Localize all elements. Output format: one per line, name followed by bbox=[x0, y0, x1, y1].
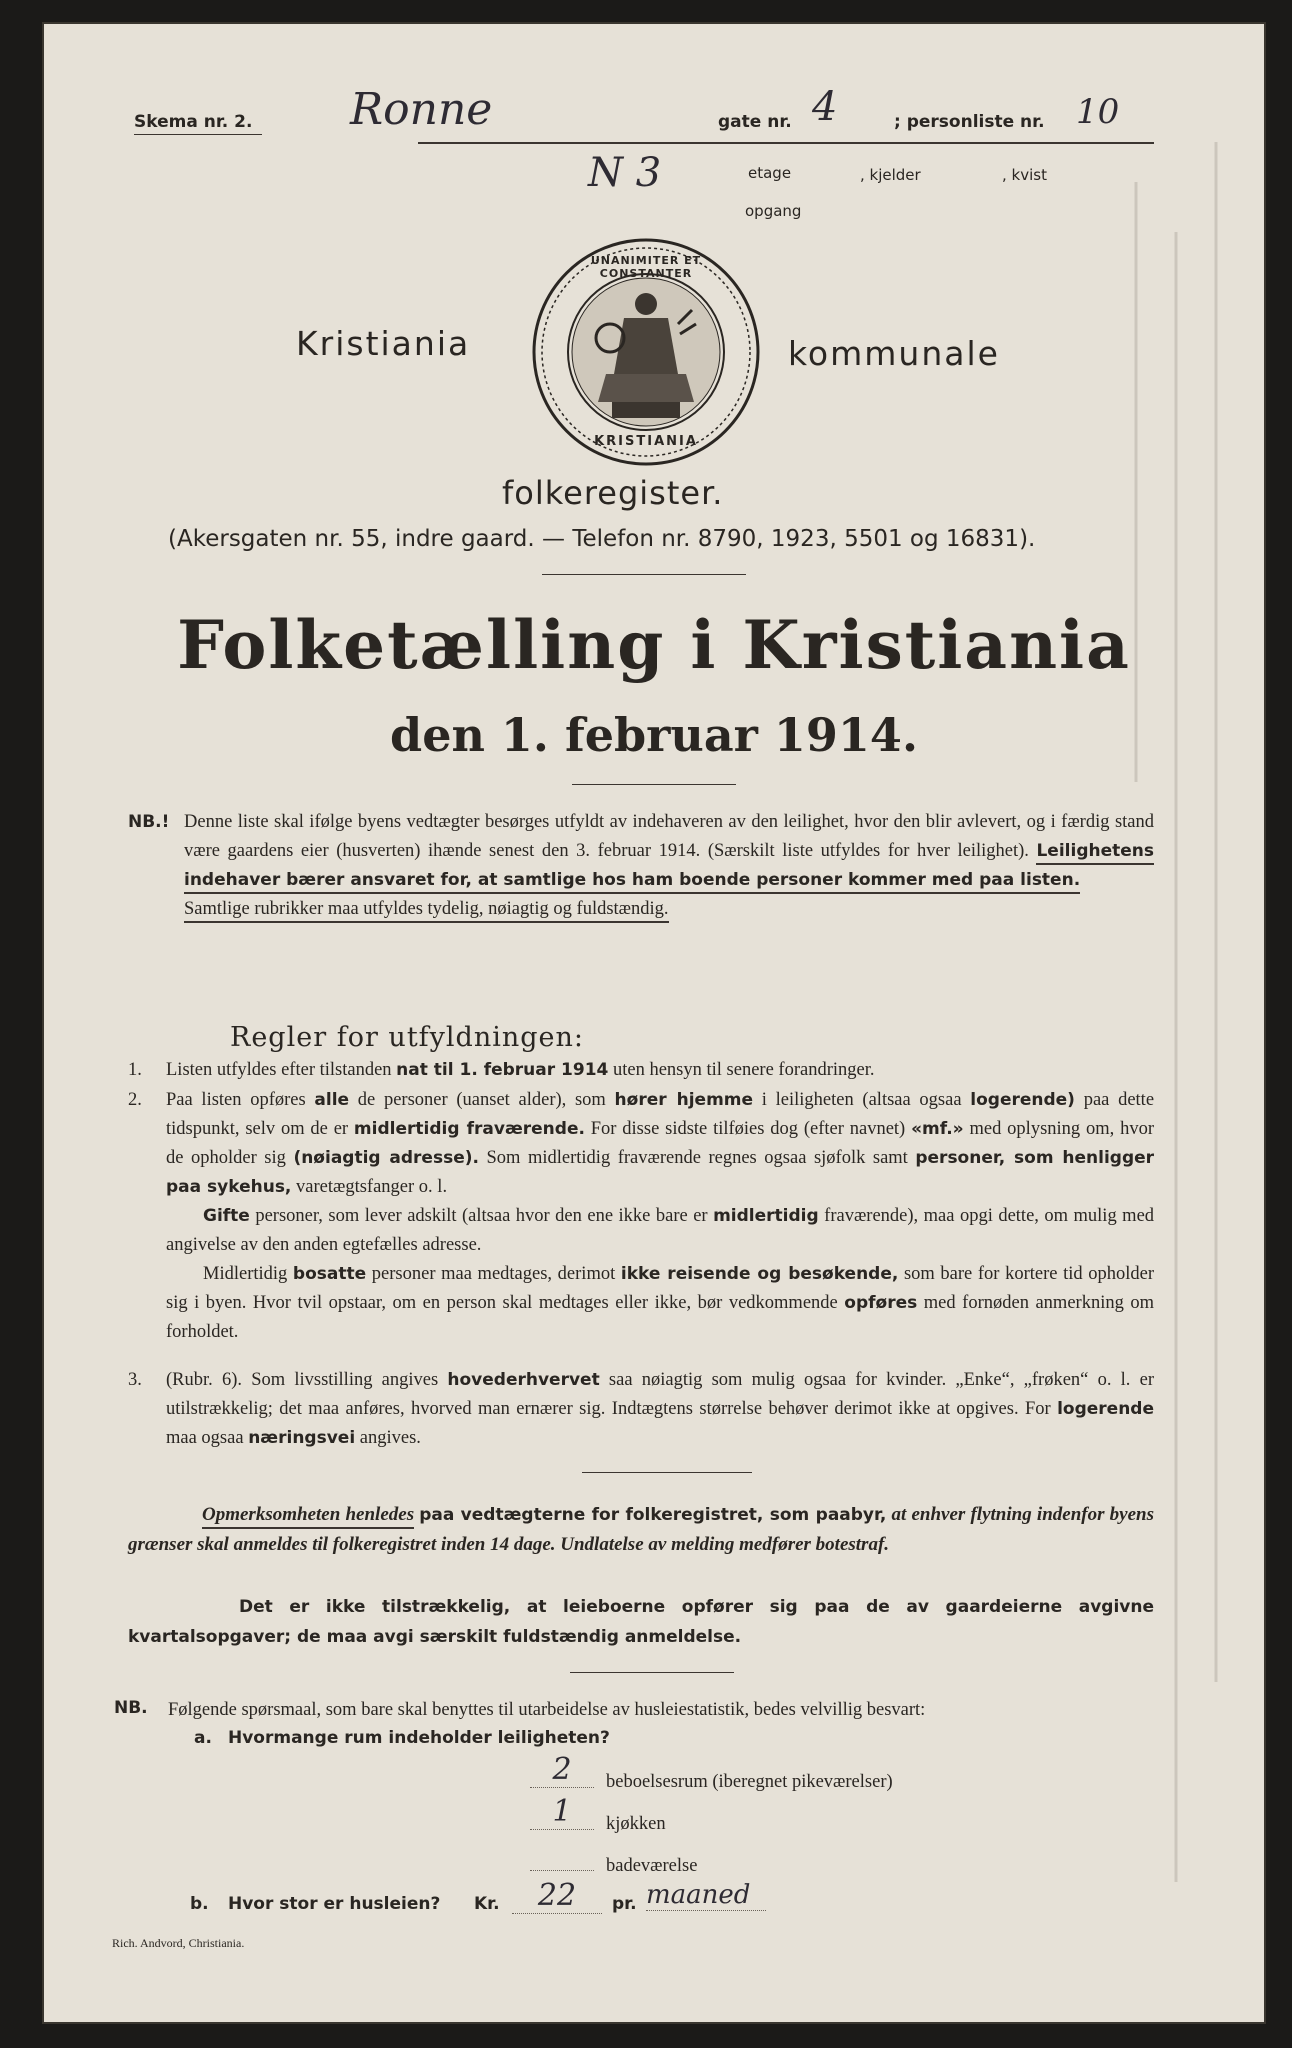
r2-l: (nøiagtig adresse). bbox=[293, 1148, 479, 1168]
r2-z: med fornøden anmerkning om forholdet. bbox=[166, 1293, 1155, 1342]
r2-b: alle bbox=[314, 1090, 350, 1110]
kitchen-label: kjøkken bbox=[606, 1814, 666, 1834]
r2-e: i leiligheten (altsaa ogsaa bbox=[761, 1090, 962, 1110]
r2-c: de personer (uanset alder), som bbox=[357, 1090, 606, 1110]
etage-label: etage bbox=[748, 164, 792, 182]
r3-g: angives. bbox=[359, 1428, 421, 1448]
notice-paragraph-2 bbox=[128, 1592, 1154, 1652]
divider-3 bbox=[582, 1472, 752, 1473]
opgang-label: opgang bbox=[745, 202, 802, 220]
r3-e: maa ogsaa bbox=[166, 1428, 244, 1448]
divider-1 bbox=[542, 574, 746, 575]
rule-3-number: 3. bbox=[128, 1370, 142, 1390]
bath-label: badeværelse bbox=[606, 1856, 698, 1876]
r2-n: personer, som henligger paa sykehus, bbox=[166, 1148, 1155, 1197]
r2-o: varetægtsfanger o. l. bbox=[296, 1177, 448, 1197]
r3-f: næringsvei bbox=[248, 1428, 356, 1448]
question-b-label: b. bbox=[190, 1894, 209, 1914]
question-b: Hvor stor er husleien? bbox=[228, 1894, 441, 1914]
masthead-right-word: kommunale bbox=[788, 334, 1000, 373]
rent-period-value[interactable]: maaned bbox=[646, 1880, 766, 1911]
rule-2 bbox=[166, 1086, 1154, 1347]
printer-credit: Rich. Andvord, Christiania. bbox=[112, 1936, 245, 1950]
rule-1-text-a: Listen utfyldes efter tilstanden bbox=[166, 1060, 392, 1080]
census-form-page bbox=[42, 22, 1266, 2024]
kr-label: Kr. bbox=[474, 1894, 500, 1914]
r2-h: midlertidig fraværende. bbox=[353, 1119, 585, 1139]
nb-underlined-1: Leilighetens indehaver bærer ansvaret for, at samtlige hos ham boende personer kommer med paa listen. bbox=[184, 841, 1154, 894]
rent-value[interactable]: 22 bbox=[512, 1878, 602, 1914]
personliste-label: ; personliste nr. bbox=[894, 112, 1045, 132]
r2-y: opføres bbox=[844, 1293, 918, 1313]
date-title: den 1. februar 1914. bbox=[390, 708, 918, 762]
r2-d: hører hjemme bbox=[614, 1090, 754, 1110]
city-seal bbox=[528, 234, 764, 470]
notice-d: Det er ikke tilstrækkelig, at leieboerne opfører sig paa de av gaardeierne avgivne kvartalsopgaver; de maa avgi særskilt fuldstændig anmeldelse. bbox=[128, 1597, 1154, 1647]
kvist-label: , kvist bbox=[1002, 166, 1047, 184]
rule-1-bold: nat til 1. februar 1914 bbox=[396, 1060, 609, 1080]
main-title: Folketælling i Kristiania bbox=[177, 606, 1131, 684]
rooms-label: beboelsesrum (iberegnet pikeværelser) bbox=[606, 1772, 893, 1792]
seal-text-top: UNANIMITER ET CONSTANTER bbox=[590, 254, 702, 280]
r2-g: paa dette tidspunkt, selv om de er bbox=[166, 1090, 1155, 1139]
nb-paragraph bbox=[184, 808, 1154, 924]
skema-label: Skema nr. 2. bbox=[134, 112, 253, 132]
divider-2 bbox=[572, 784, 736, 785]
r2-i: For disse sidste tilføies dog (efter navnet) bbox=[590, 1119, 906, 1139]
r3-d: logerende bbox=[1057, 1399, 1154, 1419]
r2-r: midlertidig bbox=[713, 1206, 819, 1226]
personliste-number-handwritten: 10 bbox=[1076, 92, 1120, 132]
r2-q: personer, som lever adskilt (altsaa hvor den ene ikke bare er bbox=[255, 1206, 708, 1226]
bath-value[interactable] bbox=[530, 1836, 594, 1871]
notice-a: Opmerksomheten henledes bbox=[202, 1504, 414, 1529]
header-rule bbox=[418, 142, 1154, 144]
notice-c: at enhver flytning indenfor byens grænser skal anmeldes til folkeregistret inden 14 dage. Undlatelse av melding medfører botestraf. bbox=[128, 1504, 1155, 1555]
seal-text-bottom: KRISTIANIA bbox=[594, 434, 698, 449]
r2-t: Midlertidig bbox=[203, 1264, 288, 1284]
gate-number-handwritten: 4 bbox=[812, 84, 838, 130]
r3-c: saa nøiagtig som mulig ogsaa for kvinder. „Enke“, „frøken“ o. l. er utilstrækkelig; det maa anføres, hvorved man ernærer sig. Indtægtens størrelse behøver derimot ikke at opgives. For bbox=[166, 1370, 1154, 1419]
rule-2-number: 2. bbox=[128, 1090, 142, 1110]
question-a: Hvormange rum indeholder leiligheten? bbox=[228, 1728, 610, 1748]
r2-v: personer maa medtages, derimot bbox=[371, 1264, 616, 1284]
nb-label: NB.! bbox=[128, 812, 170, 832]
r2-s: fraværende), maa opgi dette, om mulig med angivelse av den anden egtefælles adresse. bbox=[166, 1206, 1155, 1255]
masthead-left-word: Kristiania bbox=[296, 324, 471, 363]
address-line: (Akersgaten nr. 55, indre gaard. — Telefon nr. 8790, 1923, 5501 og 16831). bbox=[168, 526, 1036, 552]
rent-nb-label: NB. bbox=[114, 1698, 148, 1718]
folkeregister-heading: folkeregister. bbox=[502, 474, 724, 512]
kitchen-value[interactable]: 1 bbox=[530, 1794, 594, 1830]
rule-1 bbox=[166, 1056, 1154, 1085]
r2-m: Som midlertidig fraværende regnes ogsaa sjøfolk samt bbox=[486, 1148, 908, 1168]
gate-label: gate nr. bbox=[718, 112, 792, 132]
kjelder-label: , kjelder bbox=[860, 166, 921, 184]
rooms-value[interactable]: 2 bbox=[530, 1752, 594, 1788]
r2-p: Gifte bbox=[203, 1206, 250, 1226]
rule-3 bbox=[166, 1366, 1154, 1453]
r2-u: bosatte bbox=[292, 1264, 367, 1284]
r2-f: logerende) bbox=[970, 1090, 1075, 1110]
nb-underlined-2: Samtlige rubrikker maa utfyldes tydelig, nøiagtig og fuldstændig. bbox=[184, 899, 669, 923]
nb-text: Denne liste skal ifølge byens vedtægter besørges utfyldt av indehaveren av den leilighet, hvor den blir avlevert, og i færdig stand være gaardens eier (husverten) ihænde senest den 3. februar 1914. (Særskilt liste utfyldes for hver leilighet). bbox=[184, 812, 1154, 861]
divider-4 bbox=[570, 1672, 734, 1673]
notice-paragraph bbox=[128, 1500, 1154, 1560]
street-name-handwritten: Ronne bbox=[350, 84, 493, 135]
rules-heading: Regler for utfyldningen: bbox=[230, 1022, 584, 1053]
rule-1-text-c: uten hensyn til senere forandringer. bbox=[613, 1060, 875, 1080]
r2-x: som bare for kortere tid opholder sig i byen. Hvor tvil opstaar, om en person skal medtages eller ikke, bør vedkommende bbox=[166, 1264, 1155, 1313]
rent-intro: Følgende spørsmaal, som bare skal benyttes til utarbeidelse av husleiestatistik, bedes velvillig besvart: bbox=[168, 1700, 926, 1720]
notice-b: paa vedtægterne for folkeregistret, som paabyr, bbox=[419, 1505, 887, 1525]
r2-j: «mf.» bbox=[911, 1119, 964, 1139]
skema-rule bbox=[134, 134, 262, 135]
r2-a: Paa listen opføres bbox=[166, 1090, 306, 1110]
rule-1-number: 1. bbox=[128, 1060, 142, 1080]
question-a-label: a. bbox=[194, 1728, 212, 1748]
r2-k: med oplysning om, hvor de opholder sig bbox=[166, 1119, 1154, 1168]
pr-label: pr. bbox=[612, 1894, 637, 1914]
r2-w: ikke reisende og besøkende, bbox=[620, 1264, 899, 1284]
floor-handwritten: N 3 bbox=[588, 150, 662, 196]
r3-b: hovederhvervet bbox=[447, 1370, 600, 1390]
r3-a: (Rubr. 6). Som livsstilling angives bbox=[166, 1370, 439, 1390]
bleed-through-marks bbox=[1116, 82, 1266, 1962]
